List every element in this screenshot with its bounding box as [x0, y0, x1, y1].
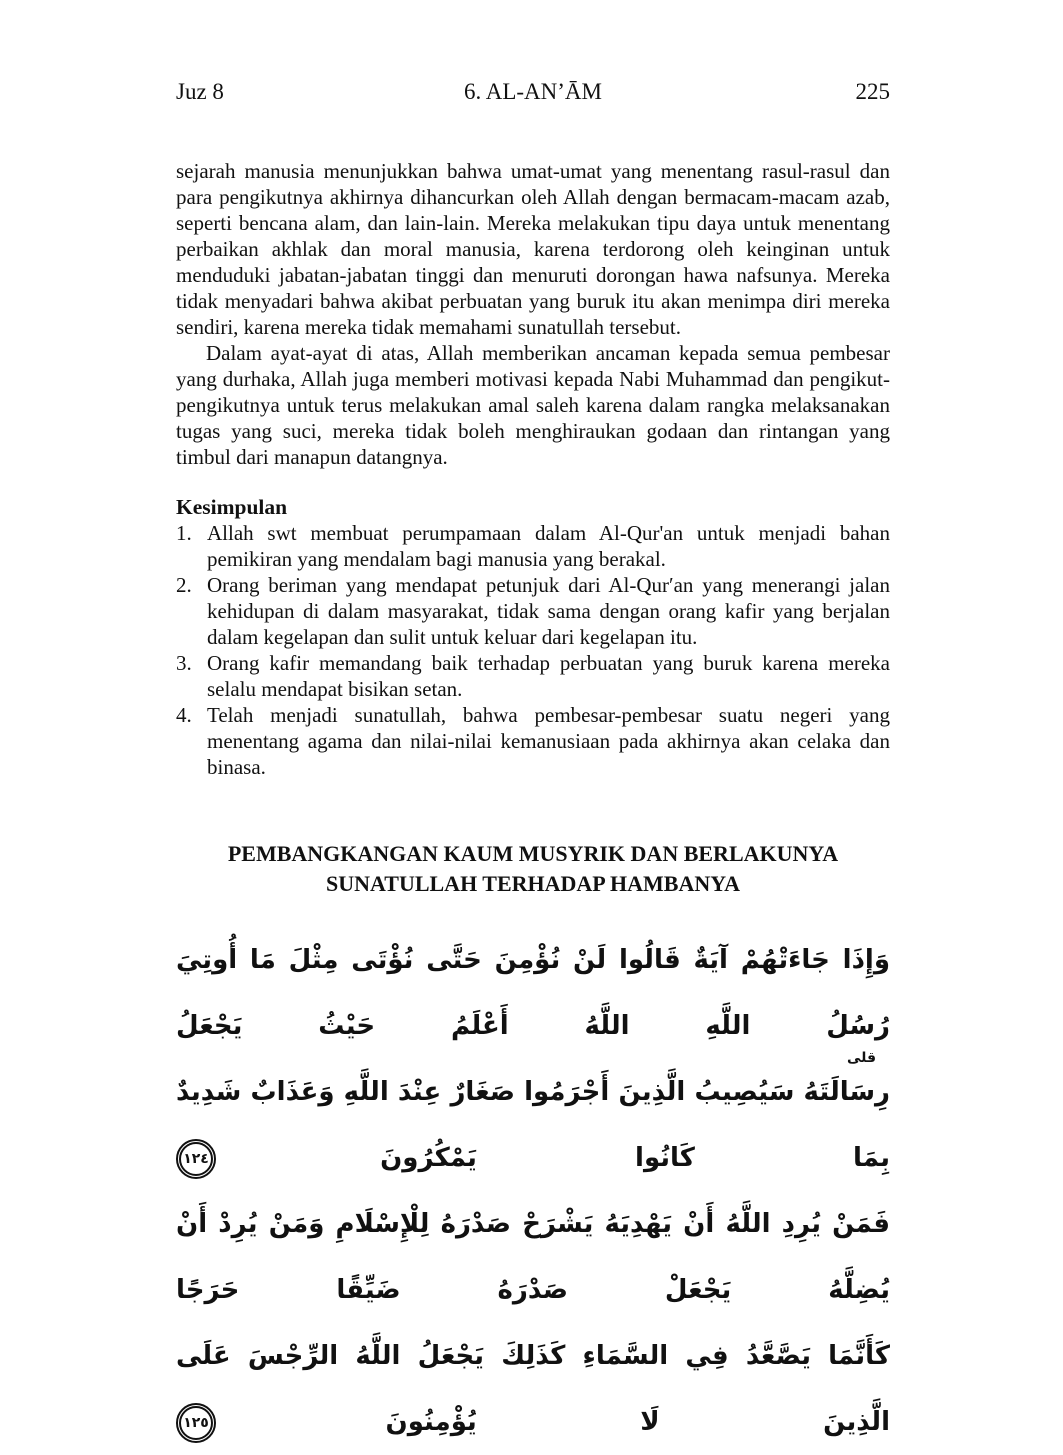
quran-line-4-text: كَأَنَّمَا يَصَّعَّدُ فِي السَّمَاءِ كَذَلِكَ يَجْعَلُ اللَّهُ الرِّجْسَ عَلَى الَّذِينَ لَا يُؤْمِنُونَ [176, 1341, 890, 1437]
list-item-text: Telah menjadi sunatullah, bahwa pembesar-pembesar suatu negeri yang menentang agama dan nilai-nilai kemanusiaan pada akhirnya akan celaka dan binasa. [207, 703, 890, 779]
list-item [176, 520, 890, 572]
quran-line-3 [176, 1191, 890, 1323]
kesimpulan-heading: Kesimpulan [176, 495, 288, 519]
pause-mark: قلى [846, 1050, 876, 1066]
surah-title: 6. AL-AN’ĀM [463, 79, 602, 104]
list-item-number: 1. [176, 521, 192, 545]
quran-line-2 [176, 1050, 890, 1191]
kesimpulan-list [176, 520, 890, 780]
list-item [176, 650, 890, 702]
quran-line-3-text: فَمَنْ يُرِدِ اللَّهُ أَنْ يَهْدِيَهُ يَشْرَحْ صَدْرَهُ لِلْإِسْلَامِ وَمَنْ يُرِدْ أَنْ يُضِلَّهُ يَجْعَلْ صَدْرَهُ ضَيِّقًا حَرَجًا [176, 1209, 890, 1305]
section-heading-line2: SUNATULLAH TERHADAP HAMBANYA [326, 871, 740, 896]
quran-line-1 [176, 927, 890, 1059]
list-item-number: 3. [176, 651, 192, 675]
verse-number-badge-124: ١٢٤ [176, 1139, 216, 1179]
page-number: 225 [855, 79, 890, 104]
section-heading [176, 839, 890, 899]
list-item-text: Orang kafir memandang baik terhadap perbuatan yang buruk karena mereka selalu mendapat bisikan setan. [207, 651, 890, 701]
content [176, 78, 890, 1455]
section-heading-line1: PEMBANGKANGAN KAUM MUSYRIK DAN BERLAKUNYA [227, 841, 839, 866]
page-header [176, 78, 890, 106]
list-item-text: Orang beriman yang mendapat petunjuk dari Al-Qur′an yang menerangi jalan kehidupan di dalam masyarakat, tidak sama dengan orang kafir yang berjalan dalam kegelapan dan sulit untuk keluar dari kegelapan itu. [207, 573, 890, 649]
commentary-paragraph-2: Dalam ayat-ayat di atas, Allah memberikan ancaman kepada semua pembesar yang durhaka, Allah juga memberi motivasi kepada Nabi Muhammad dan pengikut-pengikutnya untuk terus melakukan amal saleh karena dalam rangka melaksanakan tugas yang suci, mereka tidak boleh menghiraukan godaan dan rintangan yang timbul dari manapun datangnya. [176, 341, 890, 469]
juz-label: Juz 8 [176, 79, 224, 104]
list-item-number: 2. [176, 573, 192, 597]
list-item-text: Allah swt membuat perumpamaan dalam Al-Qur'an untuk menjadi bahan pemikiran yang mendalam bagi manusia yang berakal. [207, 521, 890, 571]
list-item-number: 4. [176, 703, 192, 727]
verse-number-badge-125: ١٢٥ [176, 1403, 216, 1443]
quran-line-1-text: وَإِذَا جَاءَتْهُمْ آيَةٌ قَالُوا لَنْ نُؤْمِنَ حَتَّى نُؤْتَى مِثْلَ مَا أُوتِيَ رُسُلُ اللَّهِ اللَّهُ أَعْلَمُ حَيْثُ يَجْعَلُ [176, 945, 890, 1041]
list-item [176, 702, 890, 780]
quran-line-2-text: رِسَالَتَهُ سَيُصِيبُ الَّذِينَ أَجْرَمُوا صَغَارٌ عِنْدَ اللَّهِ وَعَذَابٌ شَدِيدٌ بِمَا كَانُوا يَمْكُرُونَ [176, 1077, 890, 1173]
quran-line-4 [176, 1323, 890, 1455]
list-item [176, 572, 890, 650]
commentary-paragraph-1: sejarah manusia menunjukkan bahwa umat-umat yang menentang rasul-rasul dan para pengikutnya akhirnya dihancurkan oleh Allah dengan bermacam-macam azab, seperti bencana alam, dan lain-lain. Mereka melakukan tipu daya untuk menentang perbaikan akhlak dan moral manusia, karena terdorong oleh keinginan untuk menduduki jabatan-jabatan tinggi dan menuruti dorongan hawa nafsunya. Mereka tidak menyadari bahwa akibat perbuatan yang buruk itu akan menimpa diri mereka sendiri, karena mereka tidak memahami sunatullah tersebut. [176, 159, 890, 339]
quran-block [176, 927, 890, 1455]
